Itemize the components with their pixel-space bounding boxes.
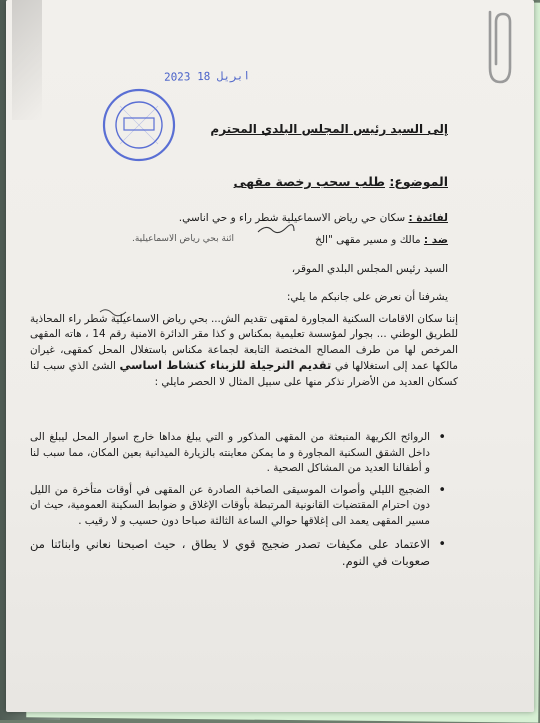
- against-label: ضد :: [423, 234, 448, 246]
- attention-text: سكان حي رياض الاسماعيلية شطر راء و حي اناسي.: [178, 212, 406, 224]
- attention-line: [179, 212, 448, 224]
- date-stamp: 2023 ابريل 18: [163, 69, 251, 84]
- addressee-line: السيد رئيس المجلس البلدي الموقر،: [291, 263, 448, 275]
- list-item: • الضجيج الليلي وأصوات الموسيقى الصاخبة الصادرة عن المقهى في أوقات متأخرة من الليل دون احترام المقتضيات القانونية المرتبطة بأوقات الإغلاق و ضوابط السكينة العمومية، حيث ان مسير المقهى يعمد الى إغلاقها حوالي الساعة الثالثة صباحا دون حسيب و لا رقيب .: [30, 483, 430, 530]
- list-item: • الاعتماد على مكيفات تصدر ضجيج قوي لا يطاق ، حيث اصبحنا نعاني وابنائنا من صعوبات في النوم.: [30, 536, 430, 570]
- page-fold-shadow: [12, 0, 42, 120]
- body-highlight: تقديم النرجيلة للزبناء كنشاط اساسي: [119, 358, 332, 373]
- body-text-after: الشئ الذي سبب لنا كسكان العديد من الأضرار نذكر منها على سبيل المثال لا الحصر مايلي :: [30, 360, 458, 388]
- subject-line: [234, 174, 448, 189]
- against-note: ائنة بحي رياض الاسماعيلية.: [131, 234, 234, 244]
- subject-text: طلب سحب رخصة مقهى: [233, 174, 385, 189]
- body-text-before: إننا سكان الاقامات السكنية المجاورة لمقهى تقديم الش... بحي رياض الاسماعيلية شطر راء المحاذية للطريق الوطني ... بجوار لمؤسسة تعليمية بمكناس و كذا مقر الدائرة الامنية رقم 14 ، هاته المقهى المرخص لها من طرف المصالح المختصة التابعة لجماعة مكناس باستغلال المحل كمقهى، غيران مالكها عمد إلى استغلالها في: [30, 313, 458, 373]
- paperclip-icon: [476, 8, 516, 88]
- letter-page: [6, 0, 534, 712]
- subject-label: الموضوع:: [389, 174, 448, 189]
- list-item: • الروائح الكريهة المنبعثة من المقهى المذكور و التي يبلغ مداها خارج اسوار المحل ليبلغ الى داخل الشقق السكنية المجاورة و ما يمكن معاينته بالزيارة الميدانية بعين المكان، مما سبب لنا و أطفالنا العديد من المشاكل الصحية .: [30, 430, 430, 477]
- intro-line: يشرفنا أن نعرض على جانبكم ما يلي:: [286, 291, 448, 303]
- body-paragraph: [30, 312, 458, 390]
- recipient-line: إلى السيد رئيس المجلس البلدي المحترم: [210, 122, 448, 136]
- against-text: مالك و مسير مقهى "الخ: [315, 234, 421, 246]
- official-seal-stamp: [100, 86, 178, 164]
- attention-label: لفائدة :: [408, 212, 448, 224]
- against-line: [315, 234, 448, 246]
- handwritten-mark: [256, 222, 296, 236]
- grievance-list: [30, 430, 444, 576]
